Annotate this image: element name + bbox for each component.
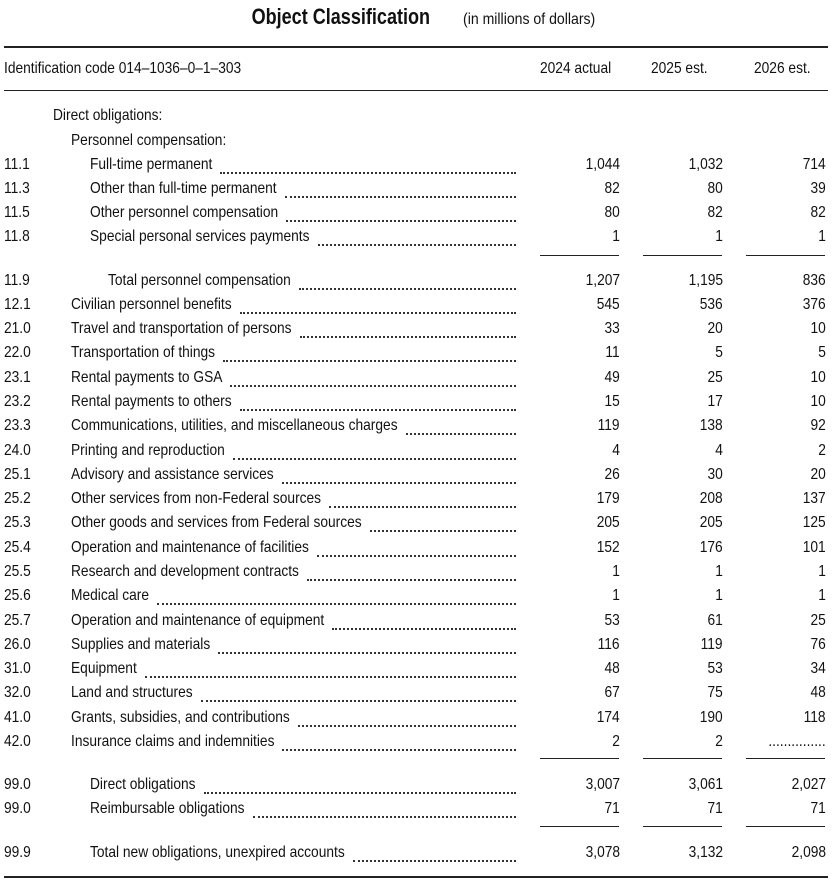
subtotal-rule xyxy=(643,758,722,759)
value-2024: 26 xyxy=(604,466,620,483)
value-2025: 17 xyxy=(707,393,723,410)
table-row xyxy=(0,561,836,583)
value-2024: 11 xyxy=(605,344,620,361)
value-2026: 836 xyxy=(803,272,826,289)
dot-leader xyxy=(230,383,516,387)
line-label: Travel and transportation of persons xyxy=(71,320,292,337)
line-code: 11.9 xyxy=(4,272,30,289)
value-2026: 10 xyxy=(810,369,826,386)
table-row xyxy=(0,154,836,176)
dot-leader xyxy=(233,456,516,460)
value-2026: 1 xyxy=(818,563,826,580)
value-2024: 48 xyxy=(604,660,620,677)
table-row xyxy=(0,512,836,534)
col-header-2025: 2025 est. xyxy=(651,60,708,77)
value-2024: 1,207 xyxy=(585,272,620,289)
value-2026: 39 xyxy=(810,180,826,197)
value-2025: 75 xyxy=(707,684,723,701)
line-label: Medical care xyxy=(71,587,150,604)
line-code: 99.0 xyxy=(4,800,31,817)
dot-leader xyxy=(317,553,516,557)
value-2026: 1 xyxy=(818,228,826,245)
value-2024: 179 xyxy=(597,490,620,507)
table-row xyxy=(0,318,836,340)
table-row xyxy=(0,488,836,510)
value-2026: 118 xyxy=(804,709,826,726)
line-code: 41.0 xyxy=(4,709,31,726)
table-row xyxy=(0,634,836,656)
subtotal-rule xyxy=(643,255,722,256)
line-label: Other personnel compensation xyxy=(90,204,279,221)
dot-leader xyxy=(240,407,516,411)
value-2024: 545 xyxy=(597,296,620,313)
bottom-rule xyxy=(4,876,828,878)
value-2026: 82 xyxy=(810,204,826,221)
line-label: Insurance claims and indemnities xyxy=(71,733,275,750)
value-2024: 4 xyxy=(612,442,620,459)
dot-leader xyxy=(204,790,516,794)
table-row xyxy=(0,294,836,316)
line-label: Civilian personnel benefits xyxy=(71,296,232,313)
value-2024: 119 xyxy=(598,417,620,434)
line-label: Rental payments to others xyxy=(71,393,232,410)
value-2026: 20 xyxy=(810,466,826,483)
header-rule xyxy=(4,90,828,91)
line-code: 23.2 xyxy=(4,393,31,410)
value-2025: 1,032 xyxy=(688,156,723,173)
line-label: Land and structures xyxy=(71,684,193,701)
title-main: Object Classification xyxy=(251,4,430,29)
line-label: Other than full-time permanent xyxy=(90,180,277,197)
value-2025: 82 xyxy=(707,204,723,221)
line-code: 42.0 xyxy=(4,733,31,750)
line-code: 99.9 xyxy=(4,844,31,861)
dot-leader xyxy=(220,170,516,174)
value-2024: 116 xyxy=(598,636,620,653)
line-label: Direct obligations xyxy=(90,776,196,793)
value-2025: 3,061 xyxy=(688,776,723,793)
line-label: Reimbursable obligations xyxy=(90,800,245,817)
value-2026: 34 xyxy=(810,660,826,677)
line-label: Grants, subsidies, and contributions xyxy=(71,709,290,726)
col-header-2024: 2024 actual xyxy=(540,60,612,77)
dot-leader xyxy=(300,334,516,338)
subtotal-rule xyxy=(746,826,825,827)
value-2025: 71 xyxy=(707,800,723,817)
subtotal-rule xyxy=(540,758,619,759)
section-heading xyxy=(0,105,836,127)
line-code: 11.8 xyxy=(4,228,30,245)
line-code: 23.3 xyxy=(4,417,31,434)
line-code: 25.6 xyxy=(4,587,31,604)
dot-leader xyxy=(299,286,516,290)
value-2024: 2 xyxy=(612,733,620,750)
dot-leader xyxy=(332,626,516,630)
dot-leader xyxy=(240,310,516,314)
value-2026: 48 xyxy=(810,684,826,701)
value-2024: 152 xyxy=(597,539,620,556)
table-row xyxy=(0,202,836,224)
value-2026: 10 xyxy=(810,320,826,337)
value-2025: 1 xyxy=(715,587,723,604)
table-row xyxy=(0,270,836,292)
value-2025: 536 xyxy=(700,296,723,313)
value-2025: 208 xyxy=(700,490,723,507)
subtotal-rule xyxy=(746,255,825,256)
value-2025: 25 xyxy=(707,369,723,386)
value-2024: 1 xyxy=(612,228,620,245)
col-header-2026: 2026 est. xyxy=(754,60,811,77)
value-2026: 5 xyxy=(818,344,826,361)
table-row xyxy=(0,682,836,704)
value-2026: 714 xyxy=(803,156,826,173)
value-2024: 33 xyxy=(604,320,620,337)
dot-leader xyxy=(285,194,516,198)
line-code: 23.1 xyxy=(4,369,31,386)
line-label: Advisory and assistance services xyxy=(71,466,274,483)
value-2025: 1 xyxy=(715,563,723,580)
line-label: Operation and maintenance of facilities xyxy=(71,539,309,556)
value-2025: 205 xyxy=(700,514,723,531)
line-label: Research and development contracts xyxy=(71,563,299,580)
dot-leader xyxy=(253,814,516,818)
table-row xyxy=(0,464,836,486)
table-row xyxy=(0,774,836,796)
value-2024: 15 xyxy=(604,393,620,410)
section-heading xyxy=(0,130,836,152)
value-2024: 71 xyxy=(604,800,620,817)
dot-leader xyxy=(298,723,516,727)
value-2025: 119 xyxy=(701,636,723,653)
direct-obligations-heading: Direct obligations: xyxy=(53,107,163,124)
subtotal-rule xyxy=(643,826,722,827)
value-2024: 174 xyxy=(597,709,620,726)
dot-leader xyxy=(157,601,516,605)
table-row xyxy=(0,178,836,200)
value-2025: 5 xyxy=(715,344,723,361)
value-2025: 138 xyxy=(700,417,723,434)
value-2026: 10 xyxy=(810,393,826,410)
value-2024: 1 xyxy=(612,563,620,580)
personnel-compensation-heading: Personnel compensation: xyxy=(71,132,227,149)
table-row xyxy=(0,610,836,632)
table-row xyxy=(0,415,836,437)
line-label: Total new obligations, unexpired accounts xyxy=(90,844,345,861)
dot-leader xyxy=(307,577,516,581)
dot-leader xyxy=(318,242,516,246)
dot-leader xyxy=(406,431,516,435)
line-code: 12.1 xyxy=(4,296,31,313)
value-2025: 20 xyxy=(707,320,723,337)
line-label: Supplies and materials xyxy=(71,636,211,653)
line-label: Full-time permanent xyxy=(90,156,213,173)
value-2026: 2 xyxy=(818,442,826,459)
line-code: 25.7 xyxy=(4,612,31,629)
value-2026: 2,098 xyxy=(791,844,826,861)
line-code: 32.0 xyxy=(4,684,31,701)
line-code: 25.4 xyxy=(4,539,31,556)
line-code: 25.2 xyxy=(4,490,31,507)
line-label: Transportation of things xyxy=(71,344,216,361)
value-2026: 2,027 xyxy=(791,776,826,793)
subtotal-rule xyxy=(540,826,619,827)
value-2024: 1,044 xyxy=(585,156,620,173)
dot-leader xyxy=(286,218,516,222)
line-code: 31.0 xyxy=(4,660,31,677)
table-title xyxy=(0,4,836,30)
line-label: Other services from non-Federal sources xyxy=(71,490,322,507)
line-code: 11.1 xyxy=(4,156,30,173)
line-label: Total personnel compensation xyxy=(108,272,291,289)
value-2026: 376 xyxy=(803,296,826,313)
value-2025: 1 xyxy=(715,228,723,245)
line-label: Equipment xyxy=(71,660,137,677)
value-2025: 1,195 xyxy=(688,272,723,289)
subtotal-rule xyxy=(540,255,619,256)
line-code: 22.0 xyxy=(4,344,31,361)
table-row xyxy=(0,731,836,753)
value-2024: 80 xyxy=(604,204,620,221)
subtotal-rule xyxy=(746,758,825,759)
value-2026: 71 xyxy=(810,800,826,817)
line-code: 99.0 xyxy=(4,776,31,793)
value-2025: 4 xyxy=(715,442,723,459)
line-label: Special personal services payments xyxy=(90,228,310,245)
title-sub: (in millions of dollars) xyxy=(462,11,596,28)
dot-leader xyxy=(145,674,516,678)
table-row xyxy=(0,391,836,413)
line-label: Printing and reproduction xyxy=(71,442,225,459)
line-code: 11.3 xyxy=(4,180,30,197)
dot-leader xyxy=(329,504,516,508)
value-2024: 67 xyxy=(604,684,620,701)
value-2024: 1 xyxy=(612,587,620,604)
value-2025: 2 xyxy=(715,733,723,750)
table-row xyxy=(0,842,836,864)
dot-leader xyxy=(201,698,516,702)
table-row xyxy=(0,367,836,389)
line-code: 24.0 xyxy=(4,442,31,459)
dot-leader xyxy=(223,358,516,362)
value-2025: 30 xyxy=(707,466,723,483)
line-label: Other goods and services from Federal sources xyxy=(71,514,362,531)
table-row xyxy=(0,707,836,729)
line-code: 11.5 xyxy=(4,204,30,221)
value-2024: 82 xyxy=(604,180,620,197)
dot-leader xyxy=(282,747,516,751)
dot-leader xyxy=(370,528,516,532)
table-row xyxy=(0,537,836,559)
value-2026: 1 xyxy=(818,587,826,604)
top-rule xyxy=(4,46,828,48)
table-row xyxy=(0,585,836,607)
dot-leader xyxy=(218,650,516,654)
value-2026: 76 xyxy=(810,636,826,653)
value-2024: 3,078 xyxy=(585,844,620,861)
identification-code: Identification code 014–1036–0–1–303 xyxy=(4,60,242,77)
value-2026: 92 xyxy=(810,417,826,434)
value-2026: 101 xyxy=(803,539,826,556)
line-code: 26.0 xyxy=(4,636,31,653)
line-label: Operation and maintenance of equipment xyxy=(71,612,325,629)
value-2024: 205 xyxy=(597,514,620,531)
table-row xyxy=(0,226,836,248)
dot-leader xyxy=(282,480,516,484)
value-2025: 3,132 xyxy=(688,844,723,861)
value-2025: 176 xyxy=(700,539,723,556)
line-code: 25.3 xyxy=(4,514,31,531)
line-code: 21.0 xyxy=(4,320,31,337)
table-row xyxy=(0,798,836,820)
table-row xyxy=(0,658,836,680)
value-2025: 53 xyxy=(707,660,723,677)
value-2024: 49 xyxy=(604,369,620,386)
line-label: Communications, utilities, and miscellaneous charges xyxy=(71,417,398,434)
table-row xyxy=(0,342,836,364)
value-2025: 61 xyxy=(707,612,723,629)
value-2024: 3,007 xyxy=(585,776,620,793)
value-2026: 25 xyxy=(810,612,826,629)
value-2025: 190 xyxy=(700,709,723,726)
value-2026: ............... xyxy=(768,733,826,750)
line-code: 25.1 xyxy=(4,466,31,483)
line-label: Rental payments to GSA xyxy=(71,369,223,386)
dot-leader xyxy=(353,858,516,862)
value-2025: 80 xyxy=(707,180,723,197)
value-2026: 125 xyxy=(803,514,826,531)
value-2026: 137 xyxy=(803,490,826,507)
table-row xyxy=(0,440,836,462)
value-2024: 53 xyxy=(604,612,620,629)
line-code: 25.5 xyxy=(4,563,31,580)
